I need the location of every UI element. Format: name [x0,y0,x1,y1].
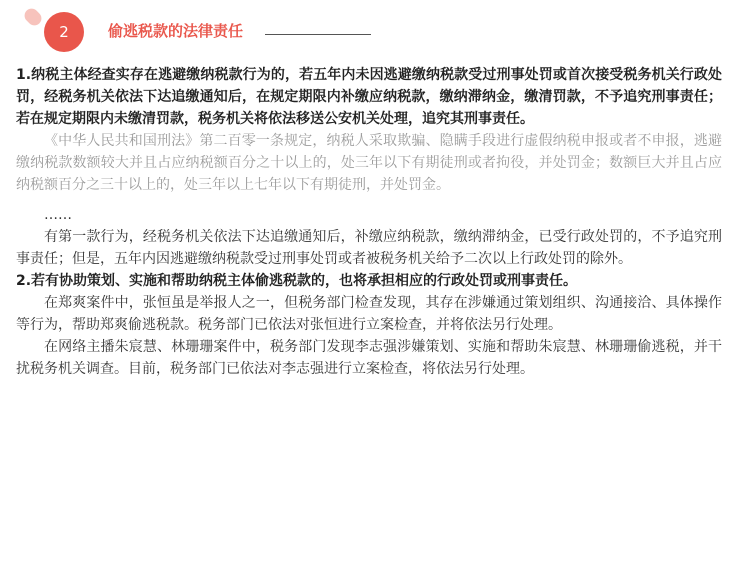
ellipsis-line: …… [44,207,72,223]
point-one-heading: 1.纳税主体经查实存在逃避缴纳税款行为的，若五年内未因逃避缴纳税款受过刑事处罚或首次接受税务机关行政处罚，经税务机关依法下达追缴通知后，在规定期限内补缴应纳税款，缴纳滞纳金，缴清罚款，不予追究刑事责任；若在规定期限内未缴清罚款，税务机关将依法移送公安机关处理，追究其刑事责任。 [16,67,722,127]
decorative-accent-shape [22,6,45,29]
section-number-badge: 2 [44,12,84,52]
law-exception-paragraph: 有第一款行为，经税务机关依法下达追缴通知后，补缴应纳税款，缴纳滞纳金，已受行政处罚的，不予追究刑事责任；但是，五年内因逃避缴纳税款受过刑事处罚或者被税务机关给予二次以上行政处罚的除外。 [16,229,722,267]
point-two-heading: 2.若有协助策划、实施和帮助纳税主体偷逃税款的，也将承担相应的行政处罚或刑事责任。 [16,273,578,289]
section-header [0,0,734,70]
streamer-case-paragraph: 在网络主播朱宸慧、林珊珊案件中，税务部门发现李志强涉嫌策划、实施和帮助朱宸慧、林珊珊偷逃税，并干扰税务机关调查。目前，税务部门已依法对李志强进行立案检查，将依法另行处理。 [16,339,722,377]
title-underline-rule [265,34,371,35]
section-title: 偷逃税款的法律责任 [108,22,244,40]
article-body [16,64,722,380]
paragraph-spacer [16,196,722,204]
criminal-law-quote: 《中华人民共和国刑法》第二百零一条规定，纳税人采取欺骗、隐瞒手段进行虚假纳税申报或者不申报，逃避缴纳税款数额较大并且占应纳税额百分之十以上的，处三年以下有期徒刑或者拘役，并处罚金；数额巨大并且占应纳税额百分之三十以上的，处三年以上七年以下有期徒刑，并处罚金。 [16,133,722,193]
zheng-shuang-case-paragraph: 在郑爽案件中，张恒虽是举报人之一，但税务部门检查发现，其存在涉嫌通过策划组织、沟通接洽、具体操作等行为，帮助郑爽偷逃税款。税务部门已依法对张恒进行立案检查，并将依法另行处理。 [16,295,722,333]
